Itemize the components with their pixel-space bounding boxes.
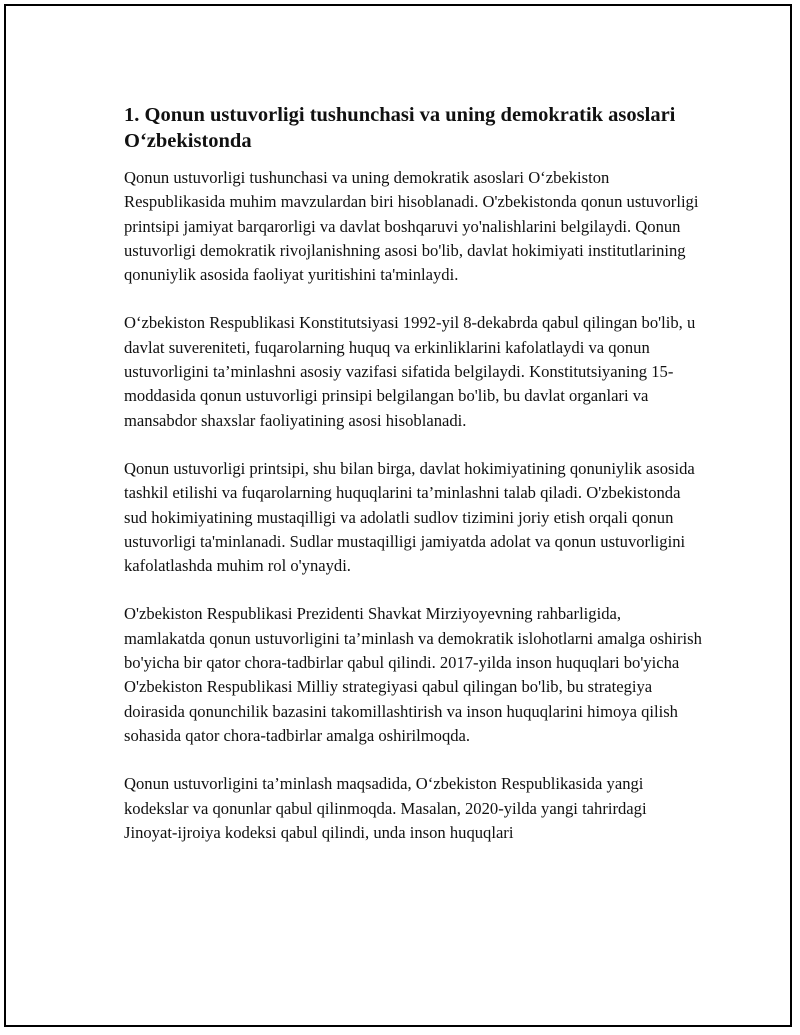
document-body: [124, 102, 704, 869]
paragraph-1: Qonun ustuvorligi tushunchasi va uning demokratik asoslari O‘zbekiston Respublikasida muhim mavzulardan biri hisoblanadi. O'zbekistonda qonun ustuvorligi printsipi jamiyat barqarorligi va davlat boshqaruvi yo'nalishlarini belgilaydi. Qonun ustuvorligi demokratik rivojlanishning asosi bo'lib, davlat hokimiyati institutlarining qonuniylik asosida faoliyat yuritishini ta'minlaydi.: [124, 168, 699, 285]
page-frame: [4, 4, 792, 1027]
paragraph-3: Qonun ustuvorligi printsipi, shu bilan birga, davlat hokimiyatining qonuniylik asosida tashkil etilishi va fuqarolarning huquqlarini ta’minlashni talab qiladi. O'zbekistonda sud hokimiyatining mustaqilligi va adolatli sudlov tizimini joriy etish orqali qonun ustuvorligi ta'minlanadi. Sudlar mustaqilligi jamiyatda adolat va qonun ustuvorligini kafolatlashda muhim rol o'ynaydi.: [124, 458, 695, 576]
paragraph-4: O'zbekiston Respublikasi Prezidenti Shavkat Mirziyoyevning rahbarligida, mamlakatda qonun ustuvorligini ta’minlash va demokratik islohotlarni amalga oshirish bo'yicha bir qator chora-tadbirlar qabul qilindi. 2017-yilda inson huquqlari bo'yicha O'zbekiston Respublikasi Milliy strategiyasi qabul qilingan bo'lib, bu strategiya doirasida qonunchilik bazasini takomillashtirish va inson huquqlarini himoya qilish sohasida qator chora-tadbirlar amalga oshirilmoqda.: [124, 604, 702, 745]
document-title: 1. Qonun ustuvorligi tushunchasi va uning demokratik asoslari O‘zbekistonda: [124, 104, 676, 152]
paragraph-2: O‘zbekiston Respublikasi Konstitutsiyasi 1992-yil 8-dekabrda qabul qilingan bo'lib, u davlat suvereniteti, fuqarolarning huquq va erkinliklarini kafolatlaydi va qonun ustuvorligini ta’minlashni asosiy vazifasi sifatida belgilaydi. Konstitutsiyaning 15-moddasida qonun ustuvorligi prinsipi belgilangan bo'lib, bu davlat organlari va mansabdor shaxslar faoliyatining asosi hisoblanadi.: [124, 313, 696, 430]
paragraph-5: Qonun ustuvorligini ta’minlash maqsadida, O‘zbekiston Respublikasida yangi kodekslar va qonunlar qabul qilinmoqda. Masalan, 2020-yilda yangi tahrirdagi Jinoyat-ijroiya kodeksi qabul qilindi, unda inson huquqlari: [124, 774, 647, 842]
